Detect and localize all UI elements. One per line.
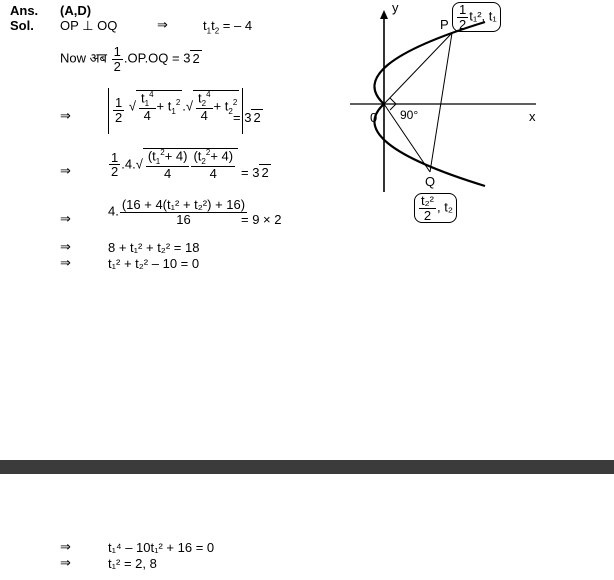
p-coordinates: $\frac{1}{2}$ t₁², t₁	[452, 2, 501, 32]
step3-abs: $\frac{1}{2}$ √ $\frac{t_1^4}{4}$ + $t_1^2$ .√ $\frac{t_2^4}{4}$ + $t_2^2$	[108, 88, 243, 134]
implies-icon: ⇒	[60, 212, 71, 227]
solution-label: Sol.	[10, 18, 34, 33]
step4: $\frac{1}{2}$ .4.√ $\frac{(t_1^2+ 4)}{4}$ $\frac{(t_2^2+ 4)}{4}$	[108, 148, 238, 181]
page-separator	[0, 460, 614, 474]
y-axis-arrow-icon	[380, 10, 388, 19]
point-p-label: P	[440, 17, 449, 32]
line-pq	[430, 33, 452, 172]
implies-icon: ⇒	[60, 164, 71, 179]
point-q-label: Q	[425, 174, 436, 189]
step1-right: $t_1t_2$ = – 4	[203, 18, 253, 36]
x-axis-label: x	[529, 109, 536, 124]
angle-label: 90°	[400, 108, 419, 122]
implies-icon: ⇒	[60, 256, 71, 271]
origin-label: 0	[370, 110, 378, 125]
step4-rhs: = 3 2	[241, 165, 269, 180]
implies-icon: ⇒	[60, 540, 71, 555]
step5-rhs: = 9 × 2	[241, 212, 282, 227]
implies-icon: ⇒	[60, 556, 71, 571]
answer-value: (A,D)	[60, 3, 92, 18]
step3-rhs: = 3 2	[233, 110, 261, 125]
step2: Now अब $\frac{1}{2}$ .OP.OQ = 3 2	[60, 44, 200, 74]
line-op	[384, 33, 452, 104]
step5: 4. $\frac{\text{(16 + 4(t₁² + t₂²) + 16)}}{16}$	[108, 197, 246, 227]
q-coordinates: $\frac{\text{t₂²}}{2}$ , t₂	[414, 193, 457, 223]
answer-label: Ans.	[10, 3, 39, 18]
implies-icon: ⇒	[60, 109, 71, 124]
step1-left: OP ⊥ OQ	[60, 18, 118, 33]
implies-icon: ⇒	[60, 240, 71, 255]
step6: 8 + t₁² + t₂² = 18	[108, 240, 200, 255]
y-axis-label: y	[392, 0, 399, 15]
step7: t₁² + t₂² – 10 = 0	[108, 256, 200, 271]
parabola-diagram	[340, 0, 614, 240]
implies-icon: ⇒	[157, 18, 168, 33]
step8: t₁⁴ – 10t₁² + 16 = 0	[108, 540, 215, 555]
step9: t₁² = 2, 8	[108, 556, 157, 571]
